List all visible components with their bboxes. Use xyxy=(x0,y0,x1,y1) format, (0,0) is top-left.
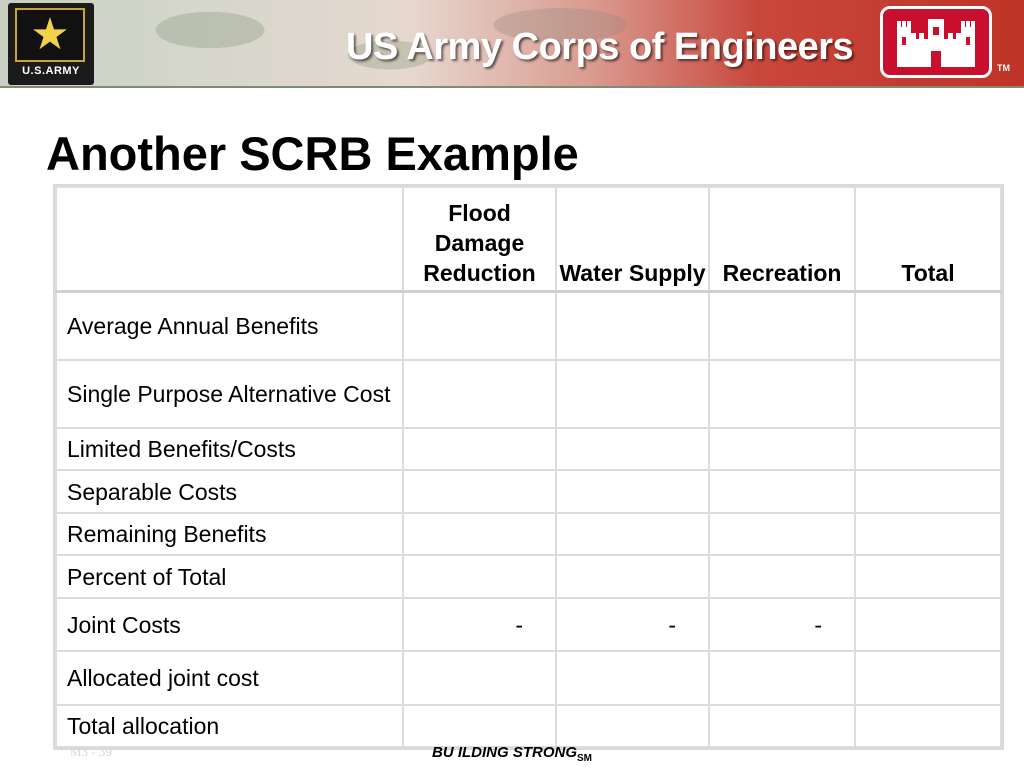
table-cell xyxy=(855,555,1001,598)
column-header-water-supply: Water Supply xyxy=(556,187,709,291)
row-label: Total allocation xyxy=(56,705,403,747)
table-cell xyxy=(709,555,855,598)
table-cell xyxy=(855,428,1001,470)
row-label: Joint Costs xyxy=(56,598,403,651)
row-label: Average Annual Benefits xyxy=(56,291,403,360)
column-header-total: Total xyxy=(855,187,1001,291)
table-cell xyxy=(709,360,855,428)
row-label: Separable Costs xyxy=(56,470,403,513)
table-cell xyxy=(403,291,556,360)
table-cell: - xyxy=(403,598,556,651)
slide-title: Another SCRB Example xyxy=(46,127,579,180)
row-label: Allocated joint cost xyxy=(56,651,403,705)
row-label: Remaining Benefits xyxy=(56,513,403,555)
table-cell xyxy=(709,428,855,470)
table-row xyxy=(56,360,1001,428)
table-cell xyxy=(403,555,556,598)
castle-logo xyxy=(880,6,992,78)
table-cell xyxy=(855,598,1001,651)
table-cell xyxy=(556,291,709,360)
table-row xyxy=(56,705,1001,747)
army-logo-text: U.S.ARMY xyxy=(22,65,80,77)
table-cell xyxy=(709,705,855,747)
row-label: Single Purpose Alternative Cost xyxy=(56,360,403,428)
table-header-row xyxy=(56,187,1001,291)
table-cell xyxy=(403,470,556,513)
row-label: Percent of Total xyxy=(56,555,403,598)
row-label: Limited Benefits/Costs xyxy=(56,428,403,470)
table-cell xyxy=(556,470,709,513)
table-cell xyxy=(709,651,855,705)
column-header-recreation: Recreation xyxy=(709,187,855,291)
table-cell: - xyxy=(709,598,855,651)
scrb-table xyxy=(55,186,1002,748)
trademark-mark: TM xyxy=(997,63,1010,73)
table-row xyxy=(56,291,1001,360)
banner-title: US Army Corps of Engineers xyxy=(346,26,854,68)
table-row xyxy=(56,470,1001,513)
slide-number: M3 - 39 xyxy=(70,744,112,759)
table-row xyxy=(56,651,1001,705)
table-cell xyxy=(556,360,709,428)
table-cell xyxy=(556,513,709,555)
table-row xyxy=(56,428,1001,470)
table-cell xyxy=(855,291,1001,360)
column-header-empty xyxy=(56,187,403,291)
table-cell xyxy=(855,651,1001,705)
building-strong-tagline xyxy=(432,744,592,764)
table-cell xyxy=(403,705,556,747)
table-cell xyxy=(403,360,556,428)
tagline-service-mark: SM xyxy=(577,753,592,764)
table-cell xyxy=(855,513,1001,555)
table-cell xyxy=(709,470,855,513)
table-cell xyxy=(556,705,709,747)
us-army-logo xyxy=(8,3,94,85)
table-cell xyxy=(855,705,1001,747)
column-header-flood-damage-reduction: Flood Damage Reduction xyxy=(403,187,556,291)
castle-icon xyxy=(897,19,975,67)
table-row xyxy=(56,598,1001,651)
table-row xyxy=(56,555,1001,598)
table-cell xyxy=(855,470,1001,513)
table-cell xyxy=(403,428,556,470)
table-cell xyxy=(556,428,709,470)
table-cell xyxy=(709,513,855,555)
table-cell xyxy=(709,291,855,360)
army-star-emblem xyxy=(15,8,85,62)
header-banner xyxy=(0,0,1024,88)
table-cell xyxy=(403,513,556,555)
table-cell: - xyxy=(556,598,709,651)
table-row xyxy=(56,513,1001,555)
table-cell xyxy=(556,651,709,705)
table-cell xyxy=(855,360,1001,428)
table-cell xyxy=(556,555,709,598)
table-cell xyxy=(403,651,556,705)
star-icon: ★ xyxy=(30,9,70,60)
tagline-text: BU ILDING STRONG xyxy=(432,744,577,761)
banner-divider xyxy=(0,86,1024,88)
